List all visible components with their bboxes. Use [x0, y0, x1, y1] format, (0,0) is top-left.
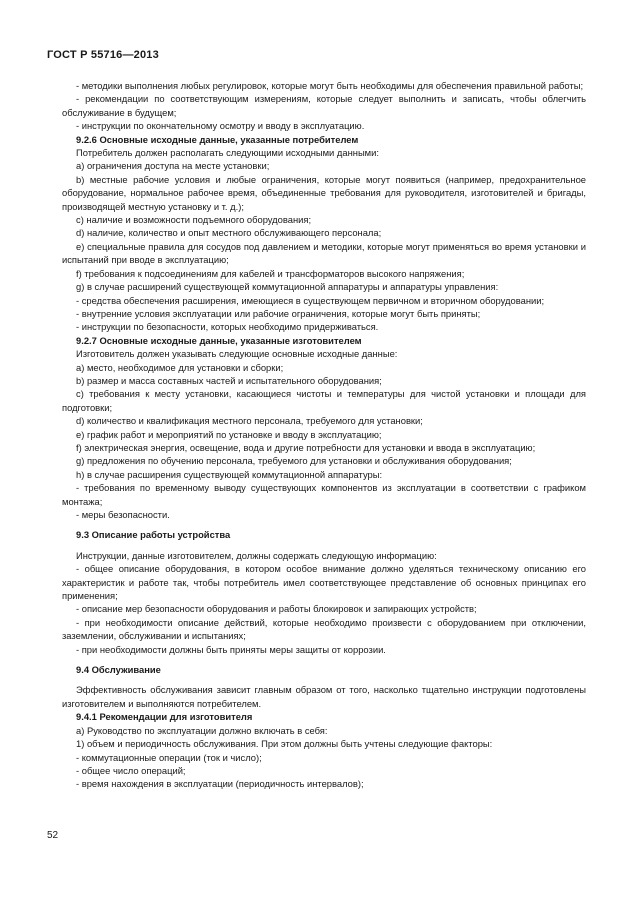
list-item: - средства обеспечения расширения, имеющиеся в существующем первичном и вторичном оборудовании; [76, 294, 545, 306]
subsection-heading-9-4-1: 9.4.1 Рекомендации для изготовителя [76, 711, 253, 723]
list-item: b) размер и масса составных частей и испытательного оборудования; [76, 374, 382, 386]
list-item: - методики выполнения любых регулировок, которые могут быть необходимы для обеспечения правильной работы; [76, 80, 584, 91]
list-item: c) требования к месту установки, касающиеся чистоты и температуры для чистой установки и площади для подготовки; [62, 388, 586, 413]
page-number: 52 [47, 830, 59, 841]
list-item: - при необходимости описание действий, которые необходимо произвести с оборудованием при отключении, заземлении, обслуживании и испытаниях; [62, 616, 586, 642]
list-item: d) наличие, количество и опыт местного обслуживающего персонала; [76, 227, 382, 239]
document-body [62, 79, 586, 791]
paragraph: Потребитель должен располагать следующими исходными данными: [76, 147, 379, 159]
list-item: - время нахождения в эксплуатации (периодичность интервалов); [76, 778, 364, 790]
list-item: - требования по временному выводу существующих компонентов из эксплуатации в соответствии с графиком монтажа; [62, 482, 586, 507]
list-item: - при необходимости должны быть приняты меры защиты от коррозии. [76, 643, 386, 655]
list-item: - инструкции по безопасности, которых необходимо придерживаться. [76, 321, 379, 333]
list-item: a) место, необходимое для установки и сборки; [76, 361, 284, 373]
list-item: e) специальные правила для сосудов под давлением и методики, которые могут применяться во время установки и испытаний при вводе в эксплуатацию; [62, 240, 586, 266]
list-item: g) предложения по обучению персонала, требуемого для установки и обслуживания оборудования; [76, 455, 512, 467]
list-item: a) Руководство по эксплуатации должно включать в себя: [76, 724, 328, 736]
list-item: g) в случае расширений существующей коммутационной аппаратуры и аппаратуры управления: [76, 281, 499, 293]
list-item: - общее описание оборудования, в котором особое внимание должно уделяться техническому описанию его характеристик и работе так, чтобы потребитель имел соответствующее представление об основных принципах его применения; [62, 563, 586, 602]
list-item: d) количество и квалификация местного персонала, требуемого для установки; [76, 415, 423, 427]
paragraph: Эффективность обслуживания зависит главным образом от того, насколько тщательно инструкции подготовлены изготовителем и выполняются потребителем. [62, 684, 586, 709]
paragraph: Инструкции, данные изготовителем, должны содержать следующую информацию: [76, 549, 437, 561]
list-item: a) ограничения доступа на месте установки; [76, 160, 270, 172]
list-item: - внутренние условия эксплуатации или рабочие ограничения, которые могут быть приняты; [76, 307, 481, 319]
list-item: b) местные рабочие условия и любые ограничения, которые могут появиться (например, предохранительное оборудование, нормальное рабочее время, объединенные требования для руководителя, изготовителей и бригады, производящей местную установку и т. д.); [62, 173, 586, 212]
section-heading-9-3: 9.3 Описание работы устройства [76, 529, 231, 541]
list-item: f) электрическая энергия, освещение, вода и другие потребности для установки и ввода в эксплуатацию; [76, 441, 536, 453]
subsection-heading-9-2-7: 9.2.7 Основные исходные данные, указанные изготовителем [76, 334, 362, 346]
list-item: - описание мер безопасности оборудования и работы блокировок и запирающих устройств; [76, 603, 477, 615]
paragraph: Изготовитель должен указывать следующие основные исходные данные: [76, 348, 398, 360]
list-item: c) наличие и возможности подъемного оборудования; [76, 214, 312, 226]
page-header: ГОСТ Р 55716—2013 [47, 49, 159, 61]
list-item: - рекомендации по соответствующим измерениям, которые следует выполнить и записать, чтобы облегчить обслуживание в будущем; [62, 93, 586, 118]
list-item: - общее число операций; [76, 764, 186, 776]
list-item: - инструкции по окончательному осмотру и вводу в эксплуатацию. [76, 120, 365, 132]
list-item: - меры безопасности. [76, 509, 170, 520]
list-item: 1) объем и периодичность обслуживания. При этом должны быть учтены следующие факторы: [76, 738, 493, 750]
list-item: - коммутационные операции (ток и число); [76, 751, 262, 763]
subsection-heading-9-2-6: 9.2.6 Основные исходные данные, указанные потребителем [76, 133, 359, 145]
list-item: e) график работ и мероприятий по установке и вводу в эксплуатацию; [76, 428, 382, 440]
section-heading-9-4: 9.4 Обслуживание [76, 664, 161, 676]
list-item: h) в случае расширения существующей коммутационной аппаратуры: [76, 468, 383, 480]
list-item: f) требования к подсоединениям для кабелей и трансформаторов высокого напряжения; [76, 267, 465, 279]
